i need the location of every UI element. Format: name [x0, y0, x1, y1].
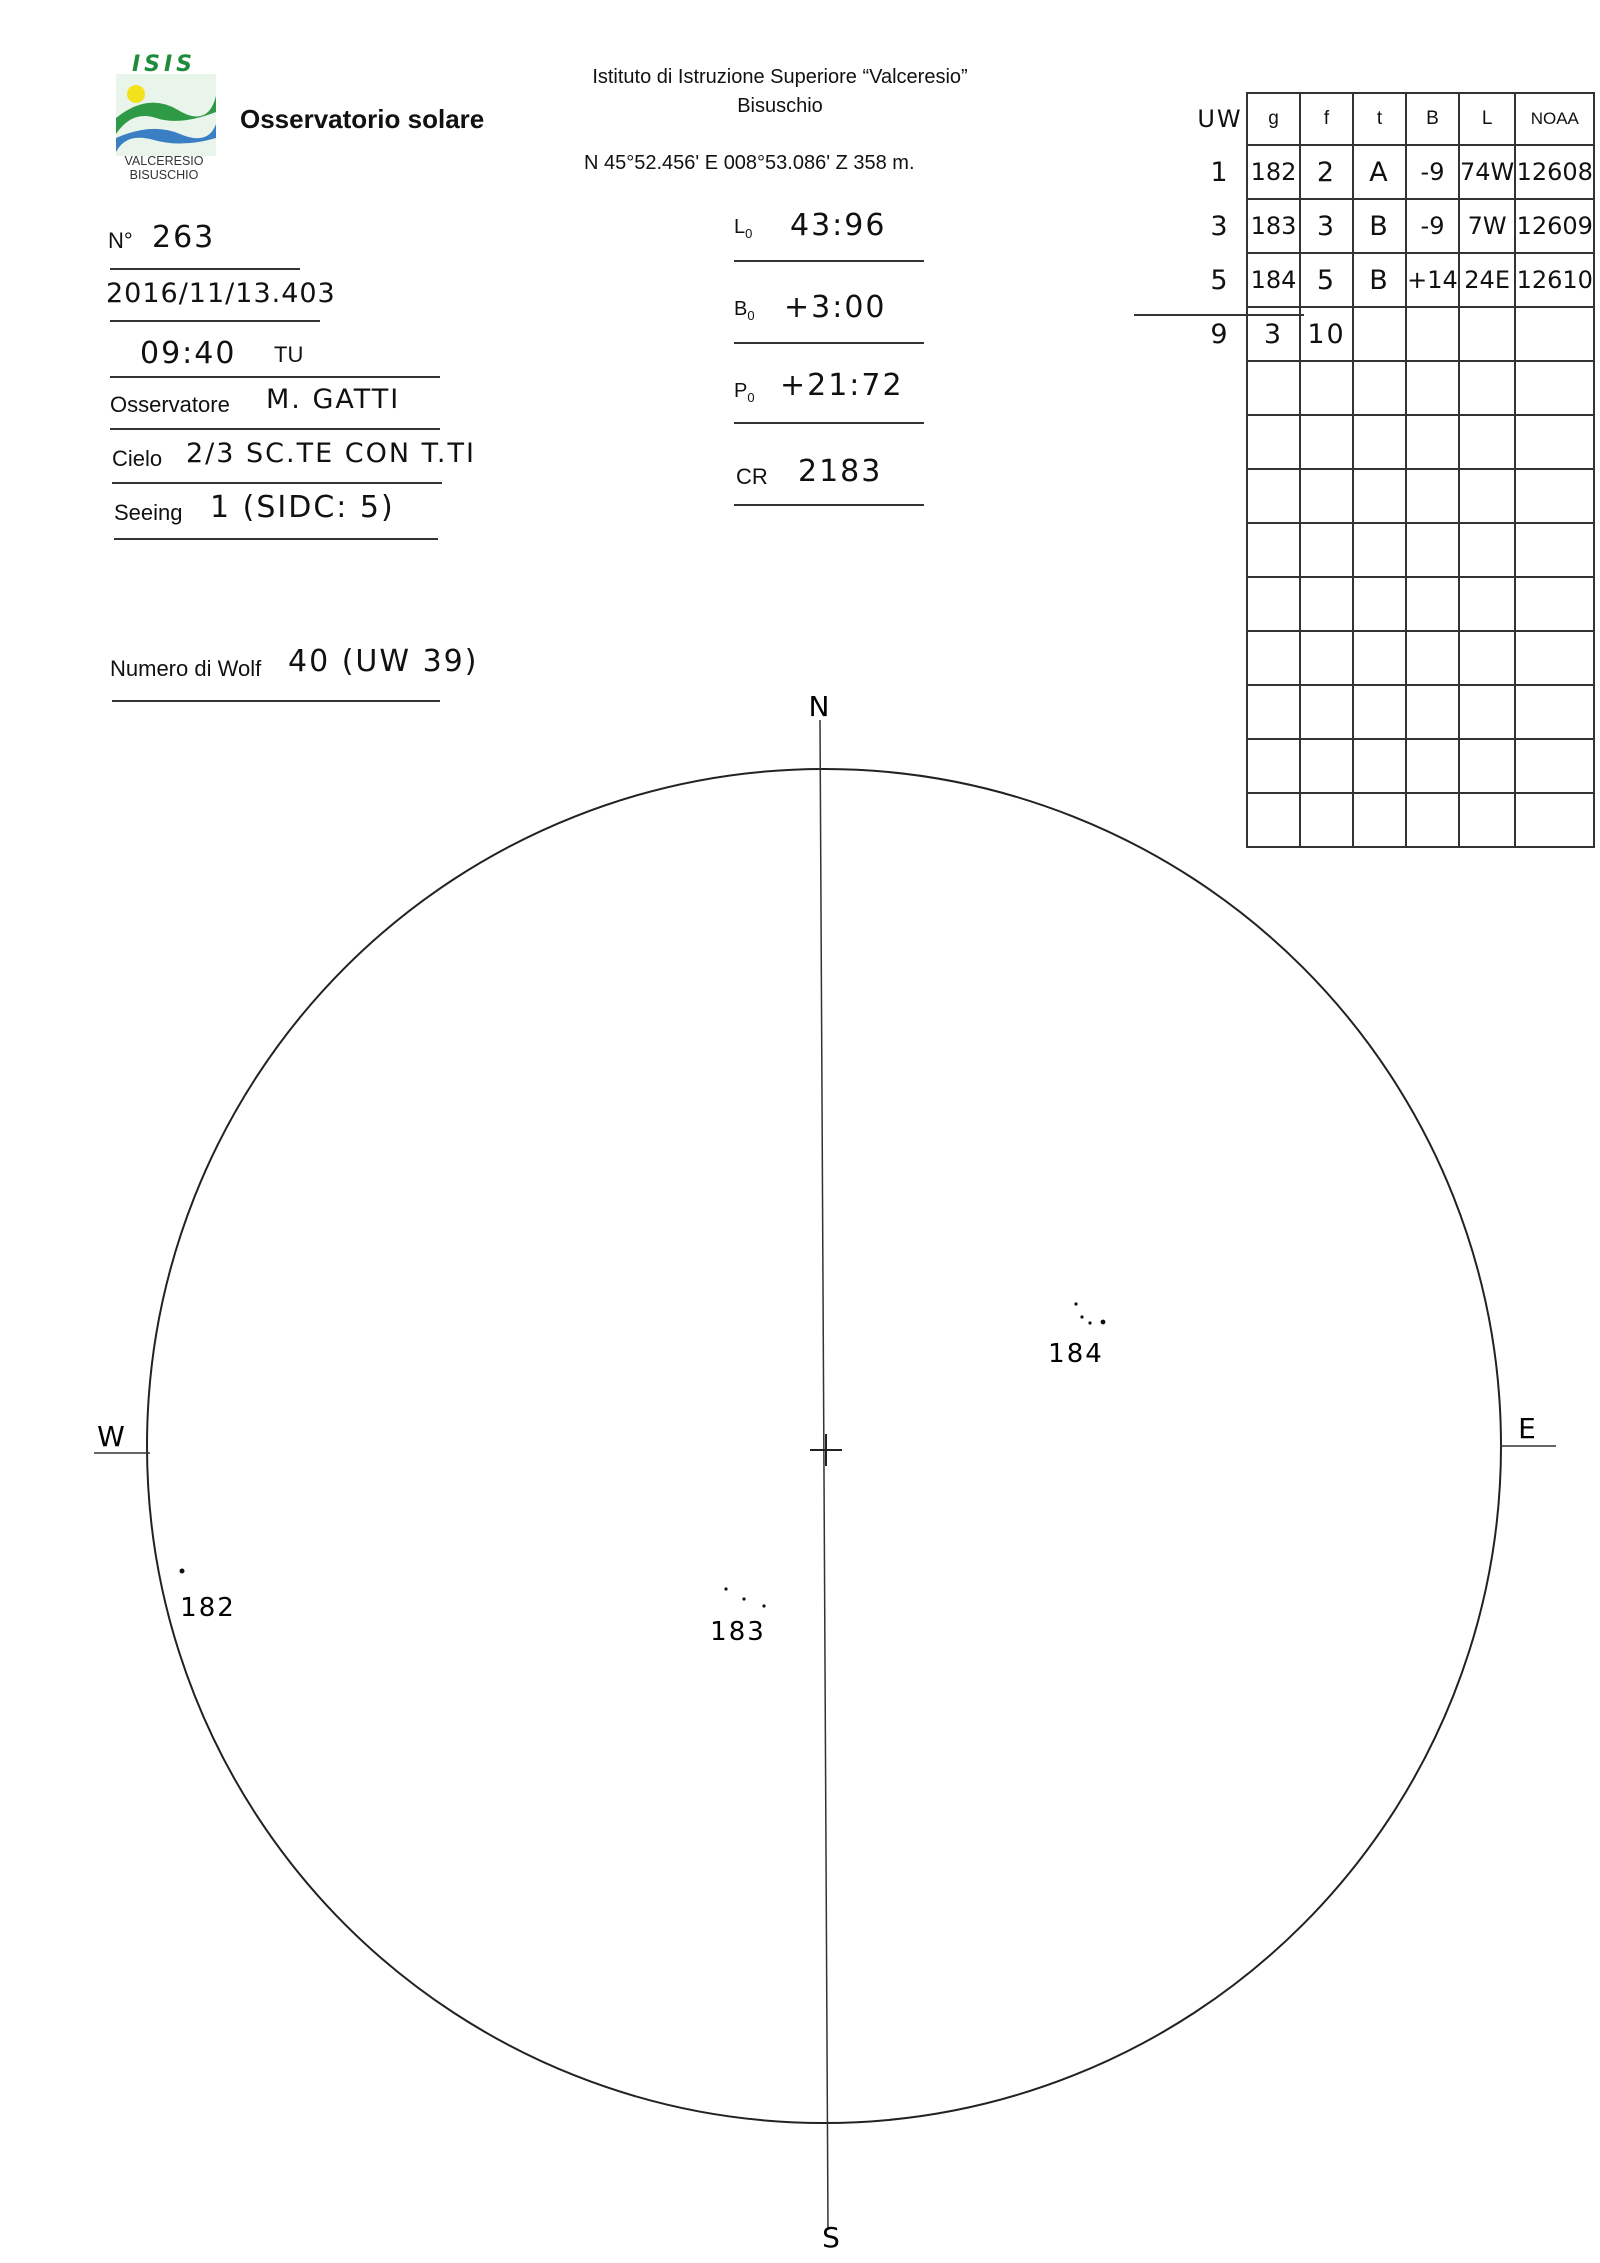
west-label: W — [97, 1420, 127, 1453]
cell-f: 5 — [1300, 253, 1353, 307]
record-time: 09:40 — [140, 336, 237, 371]
cell-uw: 5 — [1210, 264, 1230, 296]
cell-t: B — [1353, 199, 1406, 253]
north-label: N — [808, 690, 832, 723]
cr-value: 2183 — [798, 454, 883, 489]
cr-label: CR — [736, 464, 768, 489]
b0-value: +3:00 — [784, 290, 887, 325]
group-label-182: 182 — [180, 1593, 236, 1623]
sky-value: 2/3 SC.TE CON T.TI — [186, 438, 476, 469]
header-l: L — [1459, 93, 1515, 145]
sunspot-184 — [1080, 1315, 1083, 1318]
total-g: 3 — [1247, 307, 1300, 361]
observatory-coordinates: N 45°52.456' E 008°53.086' Z 358 m. — [584, 152, 915, 174]
header-noaa: NOAA — [1515, 93, 1594, 145]
header-b: B — [1406, 93, 1459, 145]
observatory-title: Osservatorio solare — [240, 104, 485, 134]
cell-noaa: 12609 — [1515, 199, 1594, 253]
south-label: S — [822, 2221, 842, 2254]
cell-b: -9 — [1406, 145, 1459, 199]
header-uw: UW — [1197, 105, 1243, 133]
header-t: t — [1353, 93, 1406, 145]
cell-uw: 1 — [1210, 156, 1230, 188]
l0-label: $L_0$ — [734, 216, 753, 241]
header-g: g — [1247, 93, 1300, 145]
sunspot-182 — [180, 1569, 185, 1574]
record-number: 263 — [152, 220, 216, 255]
observer-label: Osservatore — [110, 392, 230, 417]
sunspot-183 — [724, 1587, 727, 1590]
cell-g: 184 — [1247, 253, 1300, 307]
institute-city: Bisuschio — [737, 95, 823, 117]
cell-f: 3 — [1300, 199, 1353, 253]
cell-b: -9 — [1406, 199, 1459, 253]
north-south-axis — [820, 720, 828, 2230]
group-label-183: 183 — [710, 1617, 766, 1647]
cell-noaa: 12610 — [1515, 253, 1594, 307]
header-f: f — [1300, 93, 1353, 145]
cell-g: 183 — [1247, 199, 1300, 253]
cell-t: B — [1353, 253, 1406, 307]
p0-label: $P_0$ — [734, 380, 755, 405]
total-f: 10 — [1300, 307, 1353, 361]
cell-l: 24E — [1459, 253, 1515, 307]
cell-l: 7W — [1459, 199, 1515, 253]
logo-text: ISIS — [131, 52, 197, 77]
sunspot-183 — [762, 1604, 765, 1607]
cell-b: +14 — [1406, 253, 1459, 307]
b0-label: $B_0$ — [734, 298, 755, 323]
sunspot-184 — [1074, 1302, 1077, 1305]
cell-noaa: 12608 — [1515, 145, 1594, 199]
cell-g: 182 — [1247, 145, 1300, 199]
cell-uw: 3 — [1210, 210, 1230, 242]
number-label: N° — [108, 228, 133, 253]
logo-subtitle-2: BISUSCHIO — [129, 168, 199, 182]
cell-l: 74W — [1459, 145, 1515, 199]
wolf-label: Numero di Wolf — [110, 656, 262, 681]
time-unit: TU — [274, 342, 304, 367]
total-uw: 9 — [1210, 318, 1230, 350]
seeing-value: 1 (SIDC: 5) — [210, 490, 395, 525]
sky-label: Cielo — [112, 446, 163, 471]
east-label: E — [1518, 1412, 1538, 1445]
p0-value: +21:72 — [780, 368, 904, 403]
logo-subtitle-1: VALCERESIO — [124, 154, 204, 168]
sunspot-184 — [1088, 1321, 1091, 1324]
cell-f: 2 — [1300, 145, 1353, 199]
institute-name: Istituto di Istruzione Superiore “Valceresio” — [592, 66, 968, 88]
l0-value: 43:96 — [790, 208, 887, 243]
sunspot-184 — [1101, 1320, 1106, 1325]
wolf-value: 40 (UW 39) — [288, 644, 479, 679]
sunspot-183 — [742, 1597, 745, 1600]
seeing-label: Seeing — [114, 500, 183, 525]
observer-name: M. GATTI — [266, 384, 401, 415]
cell-t: A — [1353, 145, 1406, 199]
group-label-184: 184 — [1048, 1339, 1104, 1369]
record-date: 2016/11/13.403 — [106, 278, 336, 309]
